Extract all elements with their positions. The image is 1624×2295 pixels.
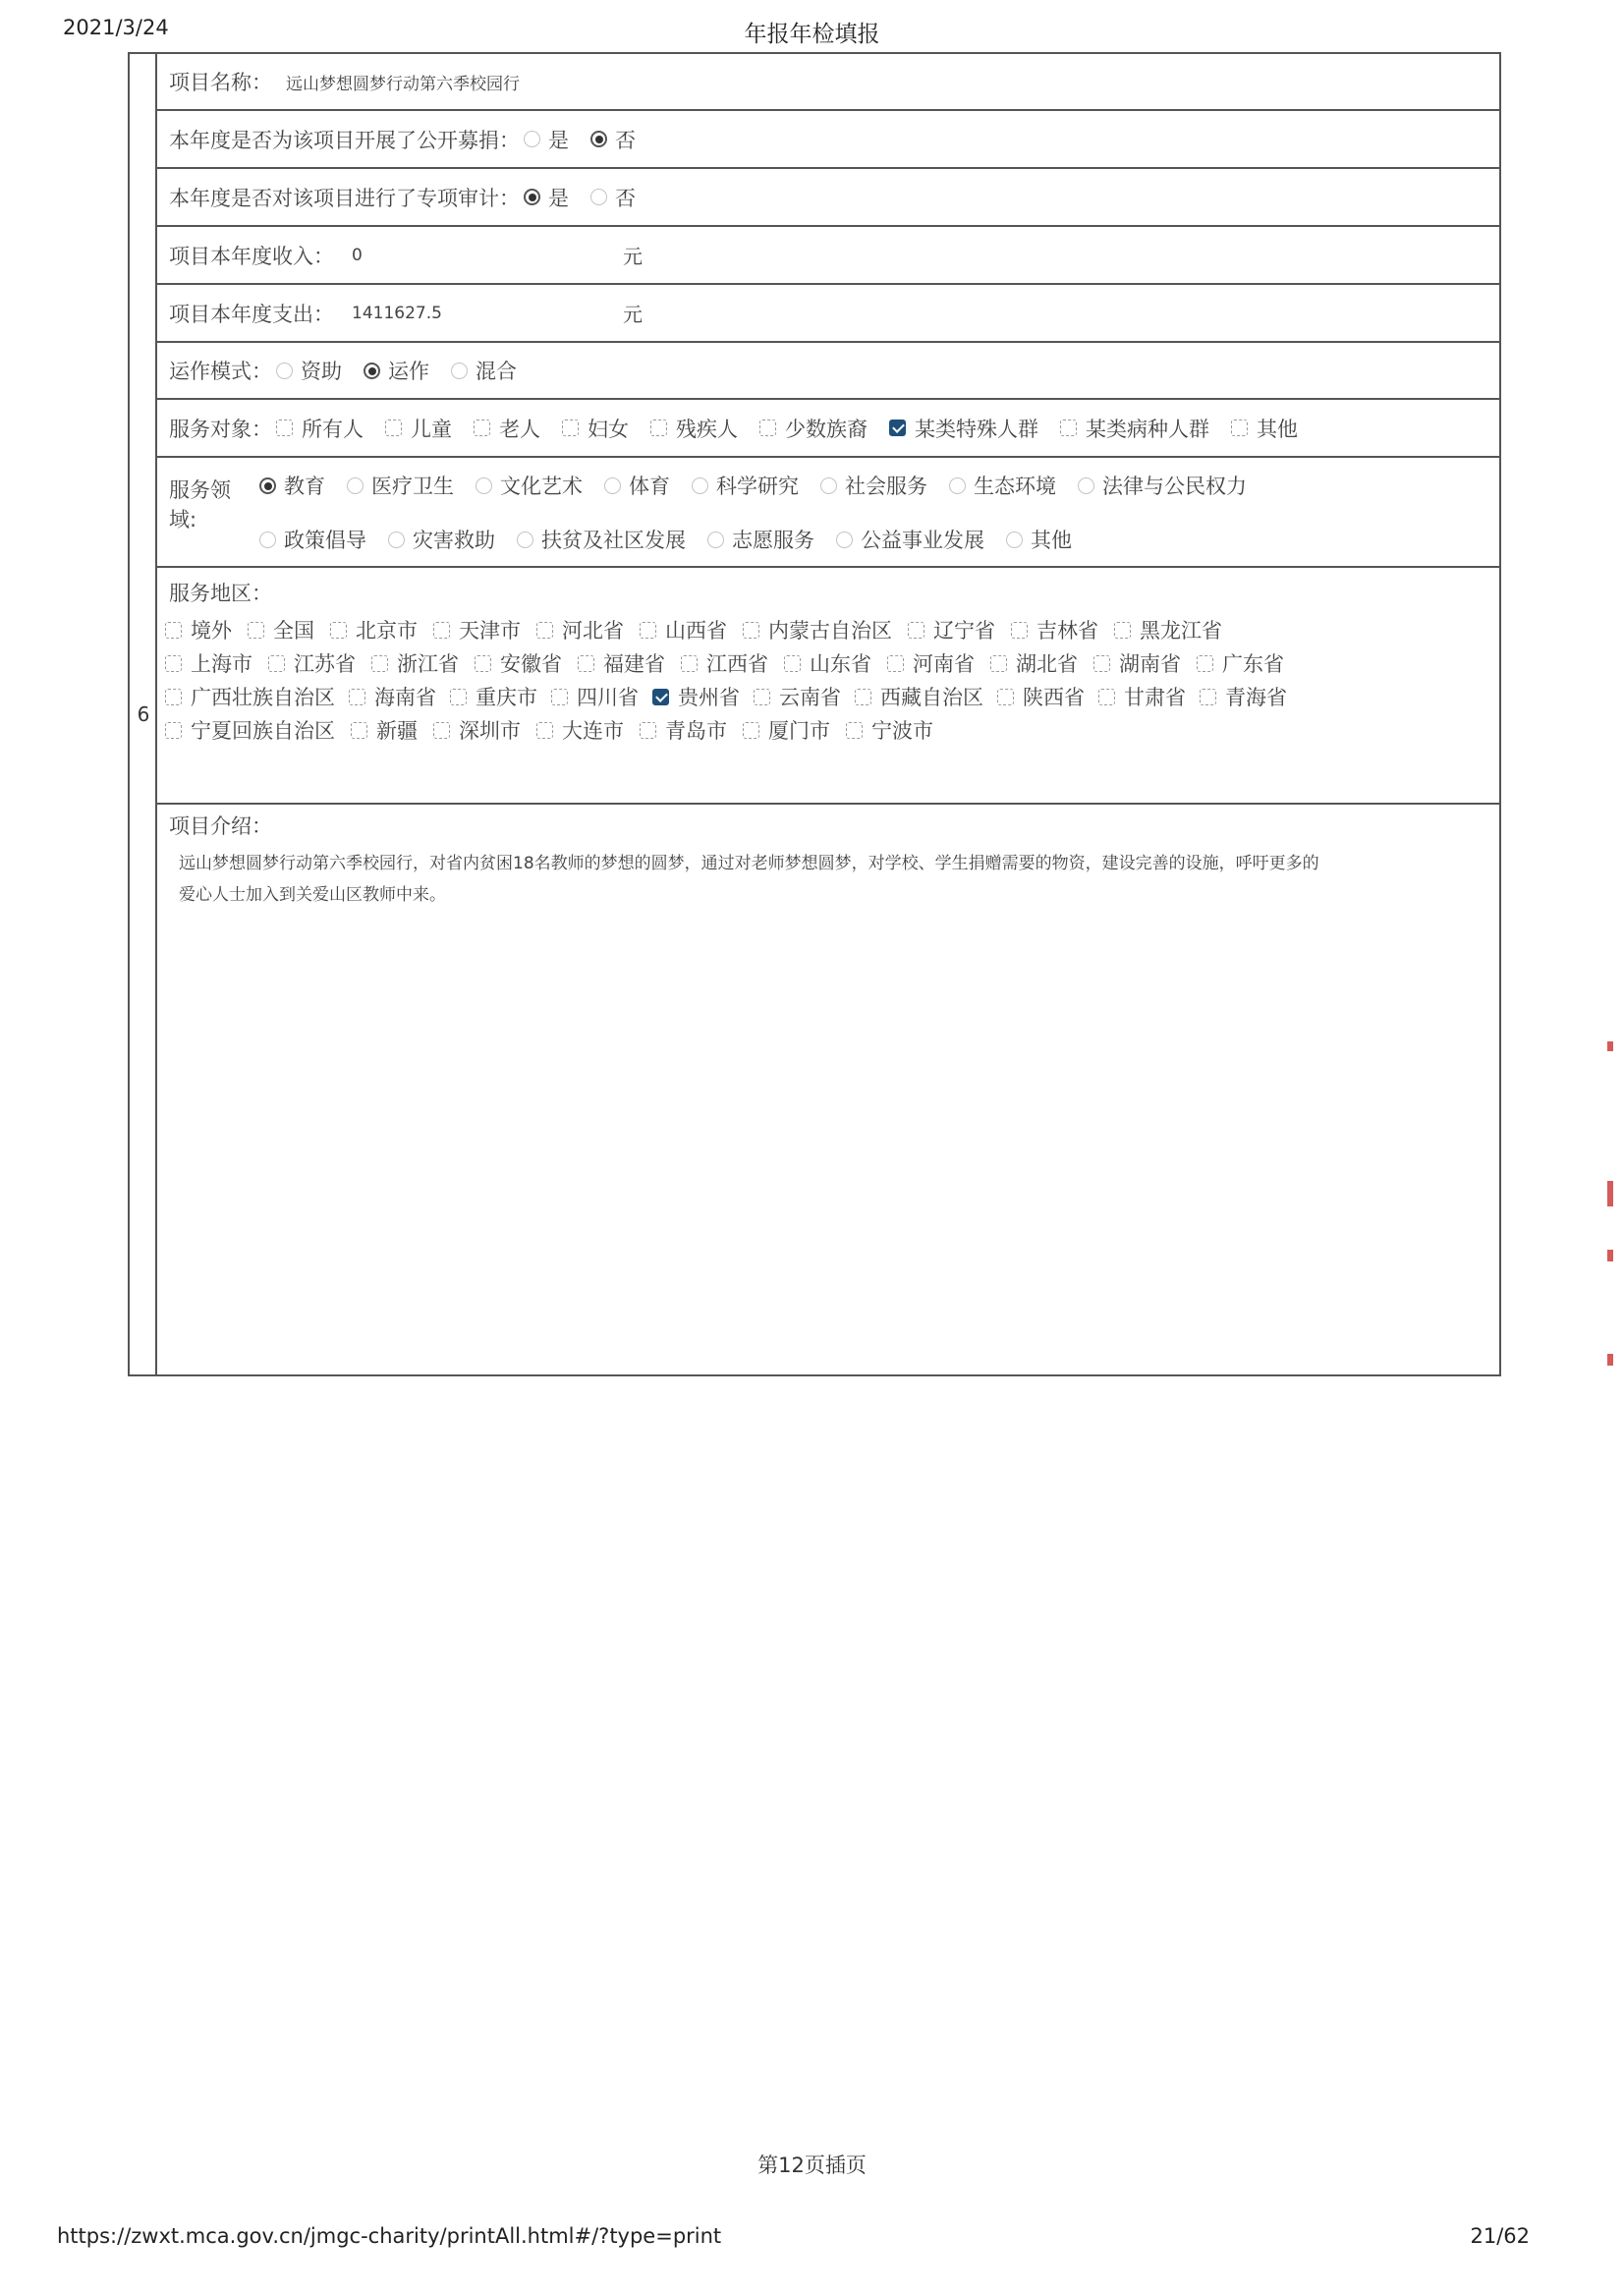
expense-value: 1411627.5 [352,303,442,323]
operation-mode-label: 运作模式： [169,360,272,383]
project-intro-section [157,805,1499,1374]
expense-unit: 元 [623,303,643,326]
checkbox-icon [349,689,365,705]
target-option[interactable]: 老人 [474,414,540,443]
checkbox-icon [681,655,698,672]
field-option[interactable]: 法律与公民权力 [1078,471,1247,500]
insert-page-note: 第12页插页 [757,2154,867,2177]
public-fundraising-option-no[interactable]: 否 [590,125,636,154]
region-option[interactable]: 安徽省 [475,648,562,678]
service-fields-label: 服务领 域: [169,478,231,532]
radio-icon [476,477,492,494]
region-option[interactable]: 厦门市 [743,715,830,745]
radio-icon [590,131,607,147]
page-header-title: 年报年检填报 [744,22,880,47]
field-option[interactable]: 体育 [604,471,670,500]
radio-icon [707,532,724,548]
checkbox-icon [330,622,347,639]
checkbox-icon [887,655,904,672]
service-regions-label: 服务地区： [169,582,272,605]
radio-icon [949,477,966,494]
checkbox-icon [351,722,367,739]
region-option[interactable]: 山西省 [640,615,727,644]
checkbox-icon [1197,655,1213,672]
region-option[interactable]: 河南省 [887,648,975,678]
checkbox-icon [1098,689,1115,705]
checkbox-icon [990,655,1007,672]
project-name-value: 远山梦想圆梦行动第六季校园行 [286,74,520,94]
checkbox-icon [385,420,402,436]
checkbox-icon [248,622,264,639]
region-option[interactable]: 青海省 [1200,682,1287,711]
checkbox-icon [743,722,759,739]
project-content [157,54,1499,1374]
radio-icon [820,477,837,494]
special-audit-option-no[interactable]: 否 [590,183,636,212]
public-fundraising-row [157,111,1499,169]
radio-icon [259,532,276,548]
public-fundraising-option-yes[interactable]: 是 [524,125,569,154]
operation-mode-row [157,343,1499,400]
radio-icon [347,477,364,494]
checkbox-icon [433,622,450,639]
footer-page-number: 21/62 [1470,2224,1530,2248]
region-option[interactable]: 福建省 [578,648,665,678]
checkbox-icon [1231,420,1248,436]
checkbox-icon [165,722,182,739]
target-option-special-group[interactable]: 某类特殊人群 [889,414,1038,443]
service-targets-row [157,400,1499,458]
radio-icon [451,363,468,379]
checkbox-icon [165,622,182,639]
target-option[interactable]: 儿童 [385,414,452,443]
print-date: 2021/3/24 [63,16,169,39]
operation-mode-option-fund[interactable]: 资助 [276,356,342,385]
field-option[interactable]: 医疗卫生 [347,471,454,500]
target-option[interactable]: 少数族裔 [759,414,868,443]
checkbox-checked-icon [652,689,669,705]
row-number-column [130,54,157,1374]
checkbox-icon [450,689,467,705]
special-audit-option-yes[interactable]: 是 [524,183,569,212]
radio-icon [836,532,853,548]
field-option[interactable]: 文化艺术 [476,471,583,500]
checkbox-icon [1093,655,1110,672]
special-audit-row [157,169,1499,227]
region-option[interactable]: 河北省 [536,615,624,644]
radio-icon [1078,477,1094,494]
checkbox-icon [908,622,924,639]
region-option[interactable]: 宁波市 [846,715,933,745]
region-option[interactable]: 吉林省 [1011,615,1098,644]
project-intro-label: 项目介绍： [169,814,272,838]
checkbox-icon [578,655,594,672]
target-option[interactable]: 其他 [1231,414,1298,443]
region-option[interactable]: 四川省 [551,682,639,711]
field-option[interactable]: 社会服务 [820,471,927,500]
checkbox-icon [1200,689,1216,705]
income-unit: 元 [623,245,643,268]
radio-icon [388,532,405,548]
checkbox-icon [276,420,293,436]
radio-icon [590,189,607,205]
expense-row [157,285,1499,343]
radio-icon [364,363,380,379]
region-option[interactable]: 江西省 [681,648,768,678]
special-audit-question: 本年度是否对该项目进行了专项审计： [169,186,520,210]
region-option[interactable]: 新疆 [351,715,418,745]
service-regions-row [157,568,1499,805]
target-option[interactable]: 所有人 [276,414,364,443]
field-option[interactable]: 其他 [1006,525,1072,554]
region-option[interactable]: 内蒙古自治区 [743,615,892,644]
region-option[interactable]: 山东省 [784,648,871,678]
region-option[interactable]: 黑龙江省 [1114,615,1222,644]
scan-edge-marks [1607,1041,1613,1366]
checkbox-icon [855,689,871,705]
radio-icon [276,363,293,379]
checkbox-icon [474,420,490,436]
region-option[interactable]: 宁夏回族自治区 [165,715,335,745]
checkbox-icon [754,689,770,705]
checkbox-icon [371,655,388,672]
checkbox-icon [562,420,579,436]
region-option[interactable]: 云南省 [754,682,841,711]
region-option[interactable]: 上海市 [165,648,252,678]
checkbox-icon [268,655,285,672]
checkbox-icon [1011,622,1028,639]
checkbox-icon [743,622,759,639]
region-option[interactable]: 江苏省 [268,648,356,678]
region-option[interactable]: 大连市 [536,715,624,745]
service-fields-row [157,458,1499,568]
region-option[interactable]: 海南省 [349,682,436,711]
region-option[interactable]: 广西壮族自治区 [165,682,335,711]
field-option[interactable]: 科学研究 [692,471,799,500]
radio-icon [604,477,621,494]
region-option[interactable]: 湖南省 [1093,648,1181,678]
region-option[interactable]: 青岛市 [640,715,727,745]
region-option[interactable]: 浙江省 [371,648,459,678]
checkbox-checked-icon [889,420,906,436]
region-option[interactable]: 西藏自治区 [855,682,983,711]
radio-icon [524,131,540,147]
income-value: 0 [352,245,363,265]
target-option[interactable]: 残疾人 [650,414,738,443]
region-option[interactable]: 全国 [248,615,314,644]
footer-url: https://zwxt.mca.gov.cn/jmgc-charity/printAll.html#/?type=print [57,2224,722,2248]
checkbox-icon [1114,622,1131,639]
operation-mode-option-mixed[interactable]: 混合 [451,356,517,385]
checkbox-icon [433,722,450,739]
region-option[interactable]: 深圳市 [433,715,521,745]
region-option[interactable]: 陕西省 [997,682,1085,711]
region-option[interactable]: 辽宁省 [908,615,995,644]
region-option[interactable]: 甘肃省 [1098,682,1186,711]
checkbox-icon [640,722,656,739]
checkbox-icon [997,689,1014,705]
project-name-label: 项目名称： [169,71,272,94]
region-option[interactable]: 境外 [165,615,232,644]
checkbox-icon [551,689,568,705]
region-option[interactable]: 天津市 [433,615,521,644]
row-number: 6 [137,702,150,726]
checkbox-icon [536,622,553,639]
service-targets-label: 服务对象： [169,417,272,441]
checkbox-icon [165,689,182,705]
radio-icon [517,532,533,548]
income-row [157,227,1499,285]
field-option[interactable]: 政策倡导 [259,525,366,554]
target-option[interactable]: 妇女 [562,414,629,443]
operation-mode-option-operate[interactable]: 运作 [364,356,429,385]
region-option[interactable]: 广东省 [1197,648,1284,678]
region-option[interactable]: 北京市 [330,615,418,644]
project-intro-text: 远山梦想圆梦行动第六季校园行，对省内贫困18名教师的梦想的圆梦，通过对老师梦想圆梦，对学校、学生捐赠需要的物资，建设完善的设施，呼吁更多的 爱心人士加入到关爱山区教师中来。 [179,854,1319,905]
region-option-guizhou[interactable]: 贵州省 [652,682,740,711]
field-option[interactable]: 志愿服务 [707,525,814,554]
radio-icon [1006,532,1023,548]
region-option[interactable]: 重庆市 [450,682,537,711]
radio-icon [692,477,708,494]
project-name-row [157,54,1499,111]
public-fundraising-question: 本年度是否为该项目开展了公开募捐： [169,128,520,152]
checkbox-icon [759,420,776,436]
radio-icon [524,189,540,205]
checkbox-icon [165,655,182,672]
field-option[interactable]: 生态环境 [949,471,1056,500]
checkbox-icon [475,655,491,672]
checkbox-icon [846,722,863,739]
field-option[interactable]: 扶贫及社区发展 [517,525,686,554]
project-table [128,52,1501,1376]
checkbox-icon [650,420,667,436]
target-option[interactable]: 某类病种人群 [1060,414,1209,443]
field-option[interactable]: 公益事业发展 [836,525,984,554]
checkbox-icon [536,722,553,739]
field-option-education[interactable]: 教育 [259,471,325,500]
expense-label: 项目本年度支出： [169,302,334,326]
field-option[interactable]: 灾害救助 [388,525,495,554]
checkbox-icon [640,622,656,639]
radio-icon [259,477,276,494]
income-label: 项目本年度收入： [169,244,334,268]
region-option[interactable]: 湖北省 [990,648,1078,678]
checkbox-icon [784,655,801,672]
checkbox-icon [1060,420,1077,436]
